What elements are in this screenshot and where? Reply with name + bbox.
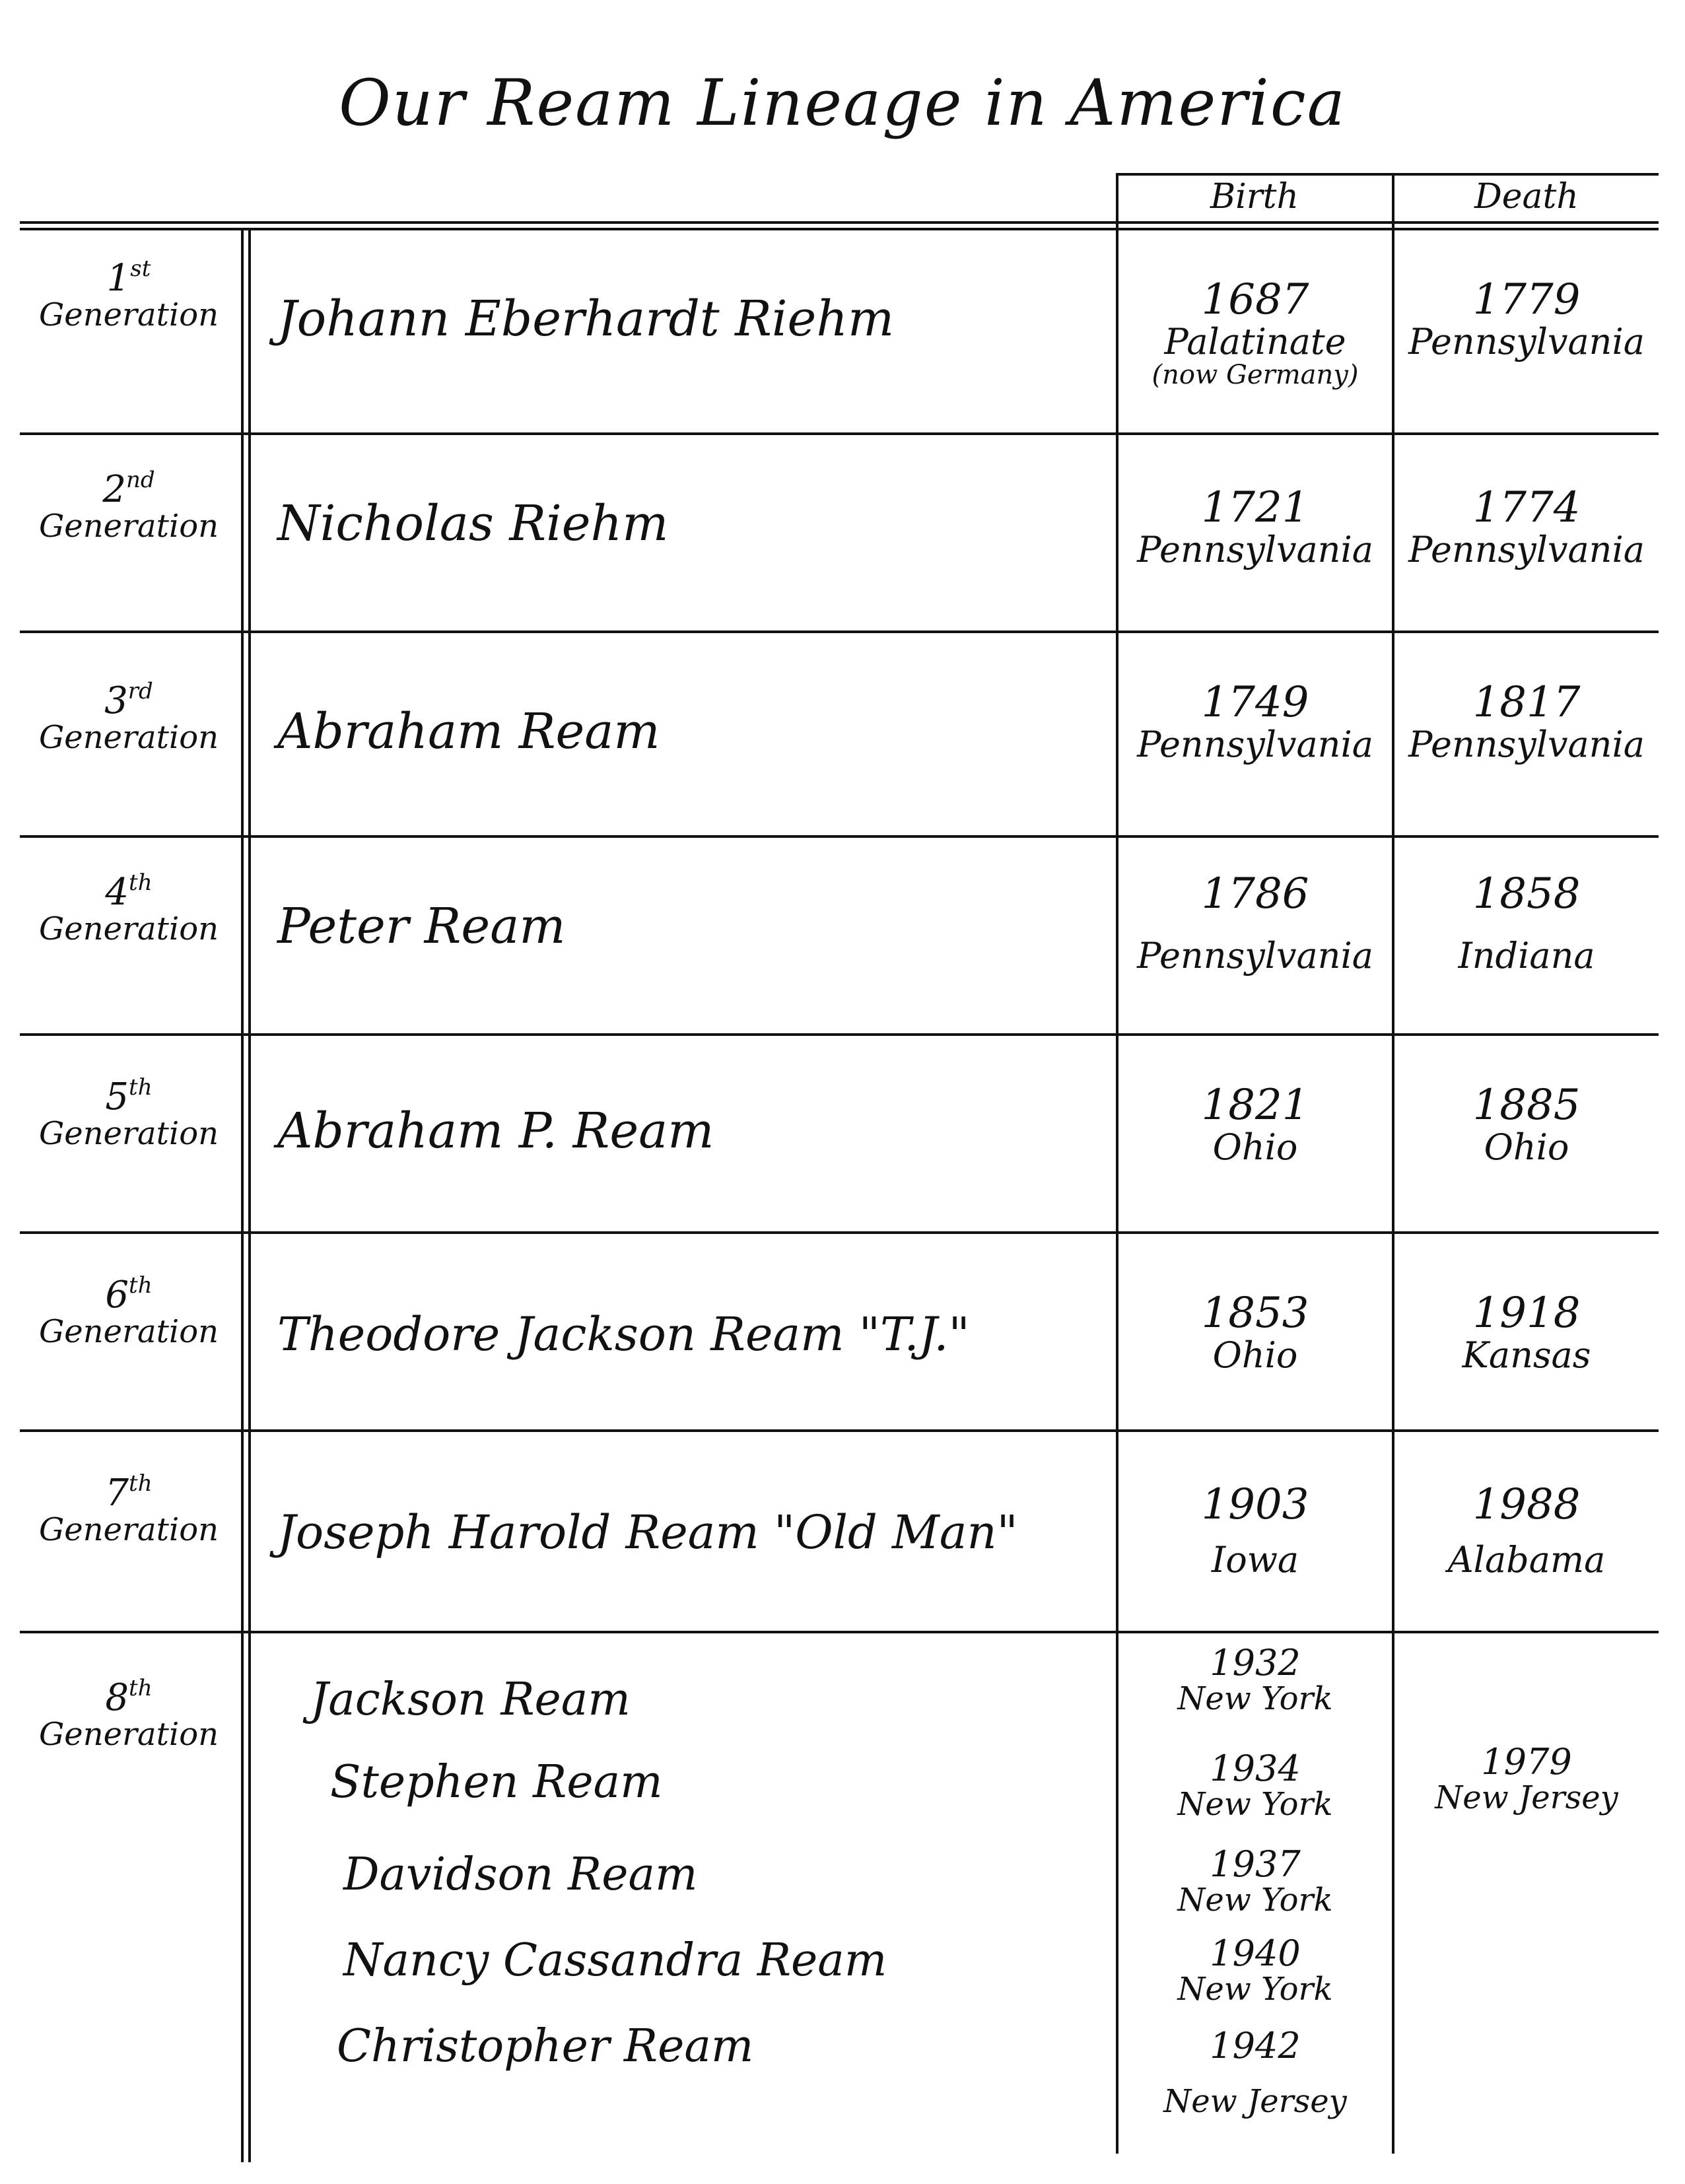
descendant-birth-2: 1934 New York bbox=[1177, 1748, 1333, 1824]
ancestor-name-4: Peter Ream bbox=[277, 898, 566, 955]
row-divider-1 bbox=[20, 432, 1659, 435]
ancestor-name-6: Theodore Jackson Ream "T.J." bbox=[277, 1307, 970, 1361]
death-cell-6: 1918 Kansas bbox=[1462, 1289, 1591, 1377]
row-divider-7 bbox=[20, 1631, 1659, 1633]
descendant-birth-3: 1937 New York bbox=[1177, 1843, 1333, 1919]
birth-cell-6: 1853 Ohio bbox=[1201, 1289, 1309, 1377]
row-divider-2 bbox=[20, 631, 1659, 633]
generation-label-8: 8th Generation bbox=[38, 1675, 219, 1753]
death-cell-4: 1858 Indiana bbox=[1458, 870, 1595, 977]
birth-cell-5: 1821 Ohio bbox=[1201, 1081, 1309, 1169]
row-divider-6 bbox=[20, 1429, 1659, 1432]
generation-label-5: 5th Generation bbox=[38, 1074, 219, 1152]
descendant-name-1: Jackson Ream bbox=[310, 1674, 631, 1726]
row-divider-5 bbox=[20, 1231, 1659, 1234]
birth-cell-7: 1903 Iowa bbox=[1201, 1480, 1309, 1581]
page-title: Our Ream Lineage in America bbox=[339, 66, 1346, 140]
descendant-birth-5: 1942 New Jersey bbox=[1163, 2025, 1347, 2121]
birth-cell-3: 1749 Pennsylvania bbox=[1137, 678, 1373, 766]
death-cell-3: 1817 Pennsylvania bbox=[1408, 678, 1645, 766]
birth-cell-1: 1687 Palatinate (now Germany) bbox=[1152, 275, 1359, 391]
ancestor-name-7: Joseph Harold Ream "Old Man" bbox=[277, 1505, 1018, 1559]
header-double-rule-top bbox=[20, 221, 1659, 224]
generation-label-7: 7th Generation bbox=[38, 1470, 219, 1548]
death-column-header: Death bbox=[1474, 177, 1579, 217]
birth-cell-4: 1786 Pennsylvania bbox=[1137, 870, 1373, 977]
ancestor-name-2: Nicholas Riehm bbox=[277, 495, 669, 552]
death-cell-1: 1779 Pennsylvania bbox=[1408, 275, 1645, 363]
descendant-birth-1: 1932 New York bbox=[1177, 1642, 1333, 1718]
birth-column-header: Birth bbox=[1210, 177, 1299, 217]
row-divider-3 bbox=[20, 835, 1659, 838]
generation-label-3: 3rd Generation bbox=[38, 678, 219, 756]
generation-label-1: 1st Generation bbox=[38, 256, 219, 333]
death-cell-2: 1774 Pennsylvania bbox=[1408, 483, 1645, 571]
ancestor-name-5: Abraham P. Ream bbox=[277, 1103, 714, 1159]
generation-label-2: 2nd Generation bbox=[38, 467, 219, 545]
descendant-name-4: Nancy Cassandra Ream bbox=[343, 1934, 887, 1987]
header-top-rule bbox=[1116, 173, 1659, 176]
descendant-name-5: Christopher Ream bbox=[337, 2020, 754, 2072]
descendant-death: 1979 New Jersey bbox=[1435, 1741, 1618, 1817]
death-cell-7: 1988 Alabama bbox=[1447, 1480, 1606, 1581]
death-cell-5: 1885 Ohio bbox=[1472, 1081, 1581, 1169]
ancestor-name-1: Johann Eberhardt Riehm bbox=[277, 290, 895, 347]
generation-column-border-right bbox=[248, 228, 251, 2162]
header-double-rule-bottom bbox=[20, 228, 1659, 230]
ancestor-name-3: Abraham Ream bbox=[277, 703, 660, 760]
descendant-birth-4: 1940 New York bbox=[1177, 1932, 1333, 2008]
birth-cell-2: 1721 Pennsylvania bbox=[1137, 483, 1373, 571]
descendant-name-3: Davidson Ream bbox=[343, 1849, 698, 1901]
row-divider-4 bbox=[20, 1033, 1659, 1036]
generation-label-4: 4th Generation bbox=[38, 870, 219, 947]
descendant-name-2: Stephen Ream bbox=[330, 1756, 663, 1808]
generation-label-6: 6th Generation bbox=[38, 1272, 219, 1350]
